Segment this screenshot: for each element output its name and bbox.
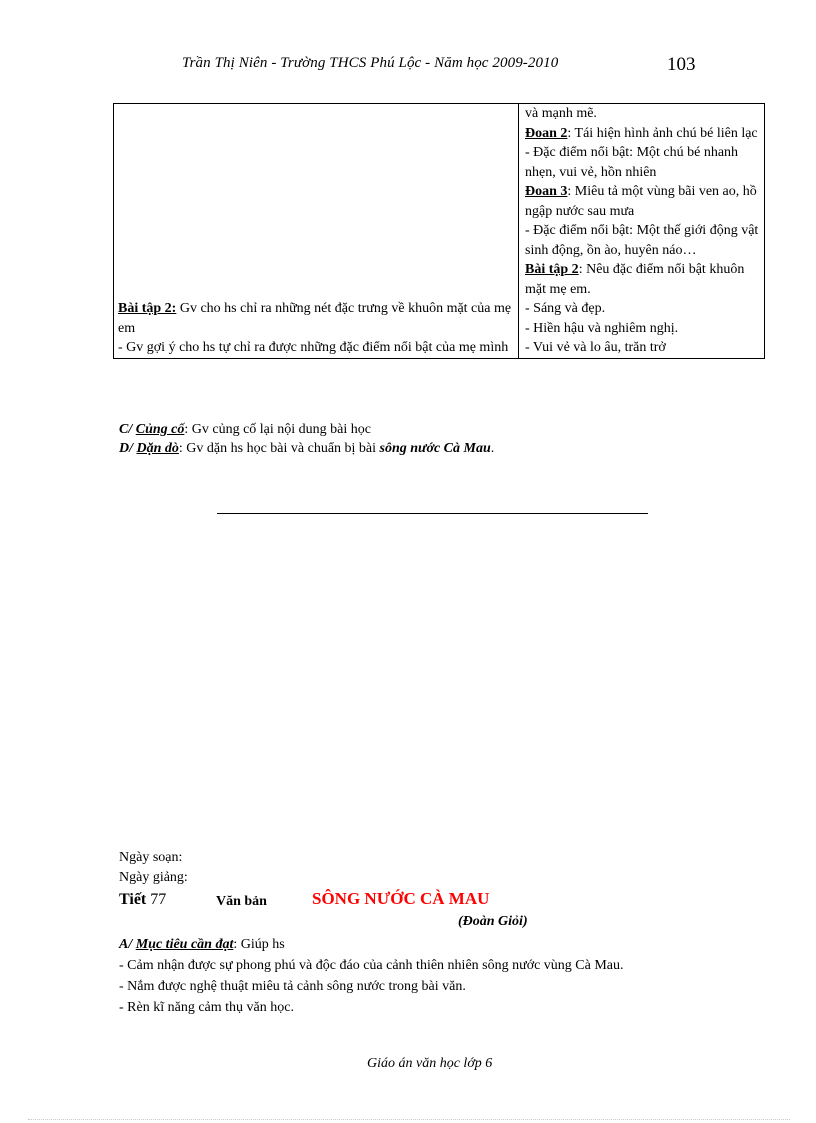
student-activity-cell — [519, 104, 765, 359]
consolidation-line — [119, 420, 494, 439]
section-divider — [217, 513, 648, 514]
lesson-period — [119, 891, 166, 909]
objectives-section — [119, 934, 624, 1018]
objective-item: - Cảm nhận được sự phong phú và độc đáo của cảnh thiên nhiên sông nước vùng Cà Mau. — [119, 958, 624, 973]
page-bottom-border — [28, 1119, 790, 1120]
paragraph-3-label: Đoan 3 — [525, 184, 568, 199]
teacher-activity-cell — [114, 104, 519, 359]
homework-text: : Gv dặn hs học bài và chuẩn bị bài — [178, 441, 380, 456]
lesson-table — [113, 103, 765, 359]
homework-lesson-name: sông nước Cà Mau — [379, 441, 491, 456]
lesson-author: (Đoàn Giỏi) — [458, 914, 528, 929]
homework-line — [119, 439, 494, 458]
period-label: Tiết — [119, 891, 147, 908]
page-header: Trần Thị Niên - Trường THCS Phú Lộc - Năm học 2009-2010 — [182, 55, 559, 71]
exercise-2-answer-label: Bài tập 2 — [525, 262, 579, 277]
answer-item: - Vui vẻ và lo âu, trăn trở — [525, 340, 666, 355]
homework-label: Dặn dò — [136, 441, 179, 456]
exercise-2-label: Bài tập 2: — [118, 301, 177, 316]
paragraph-2-text: : Tái hiện hình ảnh chú bé liên lạc — [567, 125, 758, 141]
paragraph-2-label: Đoan 2 — [525, 125, 568, 141]
paragraph-3-feature: - Đặc điểm nổi bật: Một thế giới động vật sinh động, ồn ào, huyên náo… — [525, 223, 759, 258]
page-number: 103 — [667, 54, 696, 75]
teacher-hint: - Gv gợi ý cho hs tự chỉ ra được những đặc điểm nổi bật của mẹ mình — [118, 340, 509, 355]
answer-item: - Hiền hậu và nghiêm nghị. — [525, 320, 679, 336]
text-type-label: Văn bản — [216, 894, 267, 909]
exercise-2-instruction — [118, 299, 514, 338]
answer-item: - Sáng và đẹp. — [525, 301, 606, 316]
objectives-text: : Giúp hs — [233, 937, 285, 952]
period-number: 77 — [146, 891, 167, 908]
objectives-heading — [119, 934, 624, 955]
paragraph-3-text: : Miêu tả một vùng bãi ven ao, hồ ngập nước sau mưa — [525, 184, 757, 219]
teaching-date-label: Ngày giảng: — [119, 870, 188, 885]
page-footer: Giáo án văn học lớp 6 — [367, 1056, 493, 1071]
homework-prefix: D/ — [119, 441, 137, 456]
paragraph-2-feature: - Đặc điểm nổi bật: Một chú bé nhanh nhẹn, vui vẻ, hồn nhiên — [525, 145, 739, 180]
objective-item: - Nắm được nghệ thuật miêu tả cảnh sông nước trong bài văn. — [119, 979, 466, 994]
objective-item: - Rèn kĩ năng cảm thụ văn học. — [119, 1000, 294, 1015]
exercise-2-text: Gv cho hs chỉ ra những nét đặc trưng về khuôn mặt của mẹ em — [118, 301, 512, 336]
paragraph-3-summary — [525, 182, 760, 221]
objectives-label: Mục tiêu cần đạt — [135, 937, 234, 952]
prep-date-label: Ngày soạn: — [119, 850, 183, 865]
homework-end: . — [490, 441, 495, 456]
consolidation-label: Củng cố — [135, 422, 185, 437]
consolidation-text: : Gv củng cố lại nội dung bài học — [184, 422, 371, 437]
table-row — [114, 104, 765, 359]
closing-section — [119, 420, 494, 458]
paragraph-2-summary — [525, 124, 760, 144]
lesson-title: SÔNG NƯỚC CÀ MAU — [312, 889, 490, 908]
exercise-2-answer-text: : Nêu đặc điểm nổi bật khuôn mặt mẹ em. — [525, 262, 745, 297]
exercise-2-answer — [525, 260, 760, 299]
objectives-prefix: A/ — [119, 937, 136, 952]
consolidation-prefix: C/ — [119, 422, 136, 437]
paragraph-1-end: và mạnh mẽ. — [525, 106, 597, 121]
